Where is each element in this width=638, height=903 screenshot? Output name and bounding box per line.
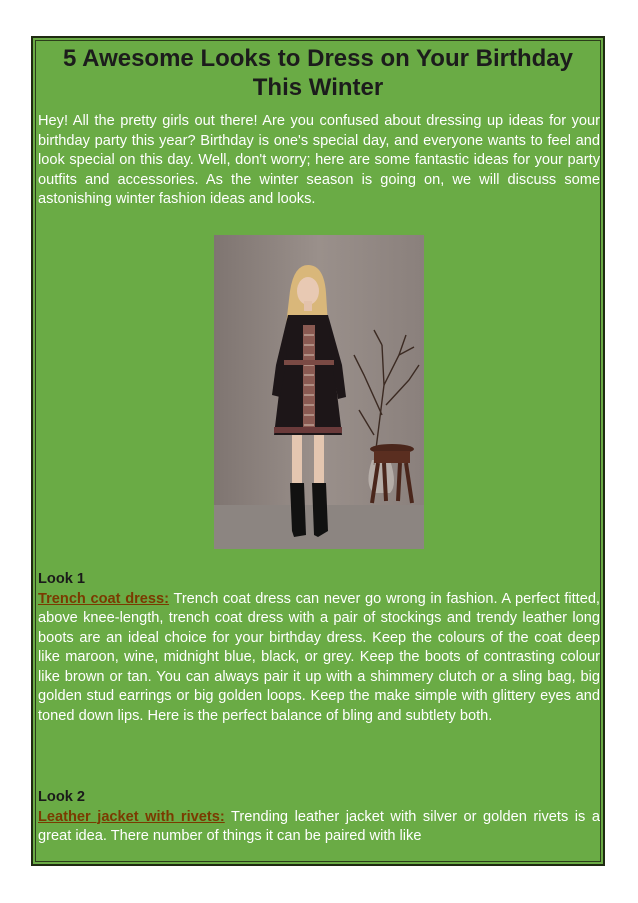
look-1-text: Trench coat dress can never go wrong in fashion. A perfect fitted, above knee-length, trench coat dress with a pair of stockings and trendy leather long boots are an ideal choice for your birthday dress. Keep the colours of the coat deep like maroon, wine, midnight blue, black, or grey. Keep the boots of contrasting colour like brown or tan. You can always pair it up with a shimmery clutch or a sling bag, big golden stud earrings or big golden loops. Keep the make simple with glittery eyes and toned down lips. Here is the perfect balance of bling and subtlety both. xyxy=(38,590,600,724)
look-2-section xyxy=(38,788,600,847)
look-2-heading: Look 2 xyxy=(38,789,86,805)
look-1-heading: Look 1 xyxy=(38,571,86,587)
look-1-section xyxy=(38,570,600,726)
model-in-trench-dress-image xyxy=(214,235,424,549)
look-2-text: Trending leather jacket with silver or golden rivets is a great idea. There number of things it can be paired with like xyxy=(38,808,601,844)
look-2-link[interactable]: Leather jacket with rivets: xyxy=(38,808,225,825)
page-title: 5 Awesome Looks to Dress on Your Birthday This Winter xyxy=(63,45,573,101)
intro-paragraph: Hey! All the pretty girls out there! Are you confused about dressing up ideas for your birthday party this year? Birthday is one's special day, and everyone wants to feel and look special on this day. Well, don't worry; here are some fantastic ideas for your party outfits and accessories. As the winter season is going on, we will discuss some astonishing winter fashion ideas and looks. xyxy=(38,113,600,207)
fashion-photo xyxy=(214,235,424,549)
look-1-link[interactable]: Trench coat dress: xyxy=(38,590,170,607)
document-page xyxy=(31,36,605,866)
